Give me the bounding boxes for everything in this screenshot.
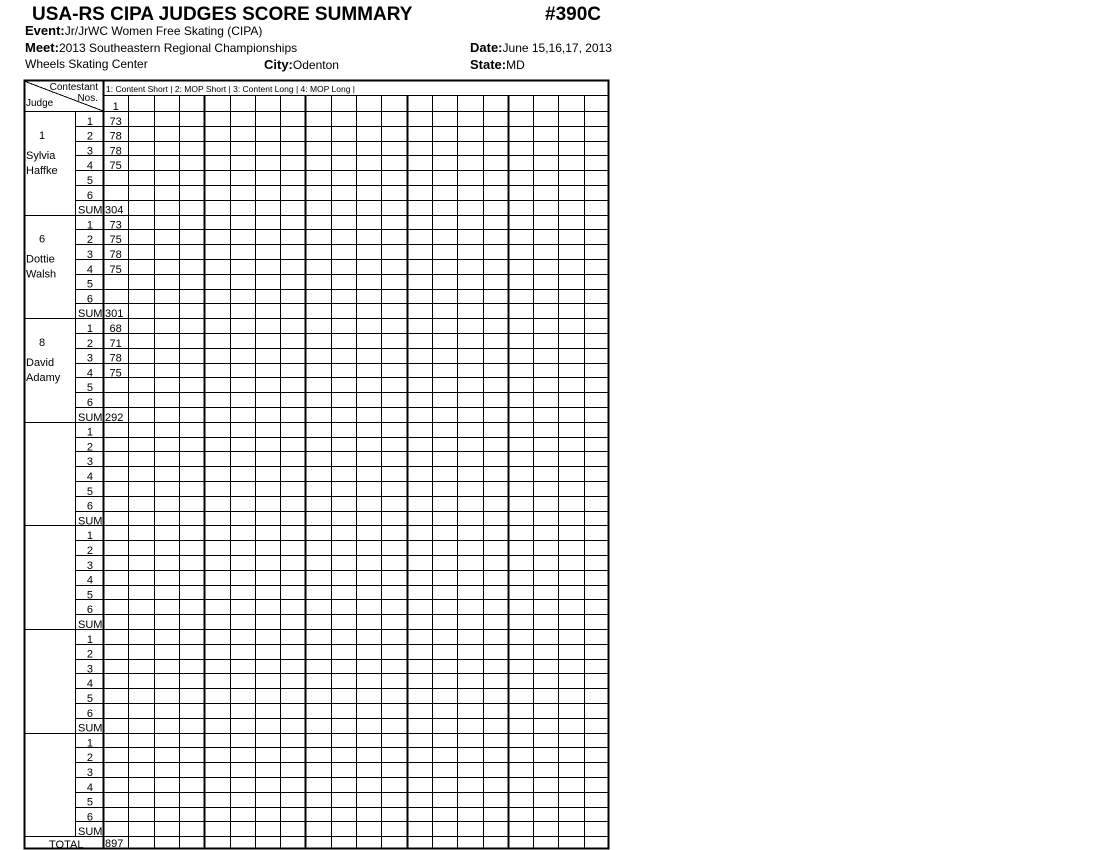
score-value: 73 <box>109 219 122 232</box>
row-label: 3 <box>86 559 93 572</box>
row-label: 6 <box>86 397 93 409</box>
row-label: 4 <box>86 574 93 587</box>
row-label: 2 <box>86 130 93 143</box>
row-label: 1 <box>86 737 93 750</box>
row-label: 6 <box>86 604 93 617</box>
score-value: 75 <box>109 263 122 276</box>
score-value: 75 <box>109 234 122 247</box>
date-label: Date: <box>470 40 503 55</box>
score-value: 71 <box>109 337 122 350</box>
row-label: 5 <box>86 382 93 395</box>
score-value: 78 <box>109 352 122 365</box>
event-label: Event: <box>25 23 65 38</box>
sum-value: 304 <box>105 204 124 217</box>
row-label: 5 <box>86 589 93 602</box>
sum-value: 292 <box>105 411 124 424</box>
row-label: 5 <box>86 796 93 809</box>
row-label: 4 <box>86 471 93 483</box>
row-label: 1 <box>86 530 93 543</box>
sum-label: SUM <box>78 411 103 424</box>
score-value: 78 <box>109 130 122 143</box>
row-label: 5 <box>86 693 93 705</box>
score-value: 68 <box>109 323 122 335</box>
row-label: 3 <box>86 663 93 676</box>
judge-last-name: Walsh <box>26 268 57 281</box>
event-value: Jr/JrWC Women Free Skating (CIPA) <box>64 24 263 38</box>
row-label: 1 <box>86 219 93 232</box>
judge-first-name: David <box>26 357 55 370</box>
date-value: June 15,16,17, 2013 <box>502 41 612 55</box>
score-value: 78 <box>109 249 122 261</box>
judge-number: 1 <box>38 130 46 142</box>
total-label: TOTAL <box>49 839 84 850</box>
state-label: State: <box>470 57 507 72</box>
row-label: 6 <box>86 500 93 513</box>
sum-label: SUM <box>78 722 103 735</box>
row-label: 2 <box>86 441 93 454</box>
state-value: MD <box>506 58 525 72</box>
row-label: 1 <box>86 323 93 335</box>
row-label: 4 <box>86 678 93 691</box>
judge-last-name: Adamy <box>26 372 61 385</box>
judge-first-name: Sylvia <box>26 150 56 162</box>
sum-label: SUM <box>78 619 103 631</box>
sum-value: 301 <box>105 308 124 321</box>
row-label: 2 <box>86 752 93 765</box>
row-label: 3 <box>86 249 93 261</box>
row-label: 3 <box>86 767 93 779</box>
row-label: 2 <box>86 234 93 247</box>
sum-label: SUM <box>78 826 103 839</box>
row-label: 6 <box>86 189 93 202</box>
corner-contestant-label: Contestant <box>49 82 98 93</box>
venue-value: Wheels Skating Center <box>25 57 148 71</box>
corner-nos-label: Nos. <box>77 93 98 104</box>
row-label: 2 <box>86 545 93 557</box>
row-label: 5 <box>86 485 93 498</box>
meet-label: Meet: <box>25 40 59 55</box>
score-value: 73 <box>109 115 122 128</box>
sum-label: SUM <box>78 204 103 217</box>
score-value: 75 <box>109 367 122 380</box>
city-value: Odenton <box>292 58 339 72</box>
row-label: 5 <box>86 175 93 187</box>
row-label: 4 <box>86 263 93 276</box>
score-value: 78 <box>109 145 122 158</box>
legend-text: 1: Content Short | 2: MOP Short | 3: Content Long | 4: MOP Long | <box>106 84 356 94</box>
row-label: 3 <box>86 352 93 365</box>
total-value: 897 <box>105 838 124 850</box>
row-label: 5 <box>86 278 93 291</box>
row-label: 1 <box>86 633 93 646</box>
row-label: 4 <box>86 781 93 794</box>
form-number: #390C <box>545 4 601 25</box>
score-value: 75 <box>109 160 122 173</box>
row-label: 2 <box>86 648 93 661</box>
judge-number: 6 <box>38 233 46 246</box>
row-label: 1 <box>86 426 93 439</box>
judge-first-name: Dottie <box>26 253 55 266</box>
meet-value: 2013 Southeastern Regional Championships <box>58 41 298 55</box>
city-label: City: <box>264 57 293 72</box>
judge-last-name: Haffke <box>26 165 58 177</box>
row-label: 6 <box>86 811 93 824</box>
row-label: 4 <box>86 367 93 380</box>
contestant-number: 1 <box>112 101 119 113</box>
row-label: 6 <box>86 707 93 720</box>
row-label: 4 <box>86 160 93 173</box>
row-label: 3 <box>86 145 93 158</box>
corner-judge-label: Judge <box>26 98 54 109</box>
row-label: 3 <box>86 456 93 469</box>
row-label: 2 <box>86 337 93 350</box>
row-label: 6 <box>86 293 93 306</box>
sum-label: SUM <box>78 308 103 321</box>
judge-number: 8 <box>38 337 46 350</box>
row-label: 1 <box>86 115 93 128</box>
sum-label: SUM <box>78 515 103 528</box>
page-title: USA-RS CIPA JUDGES SCORE SUMMARY <box>32 4 413 25</box>
